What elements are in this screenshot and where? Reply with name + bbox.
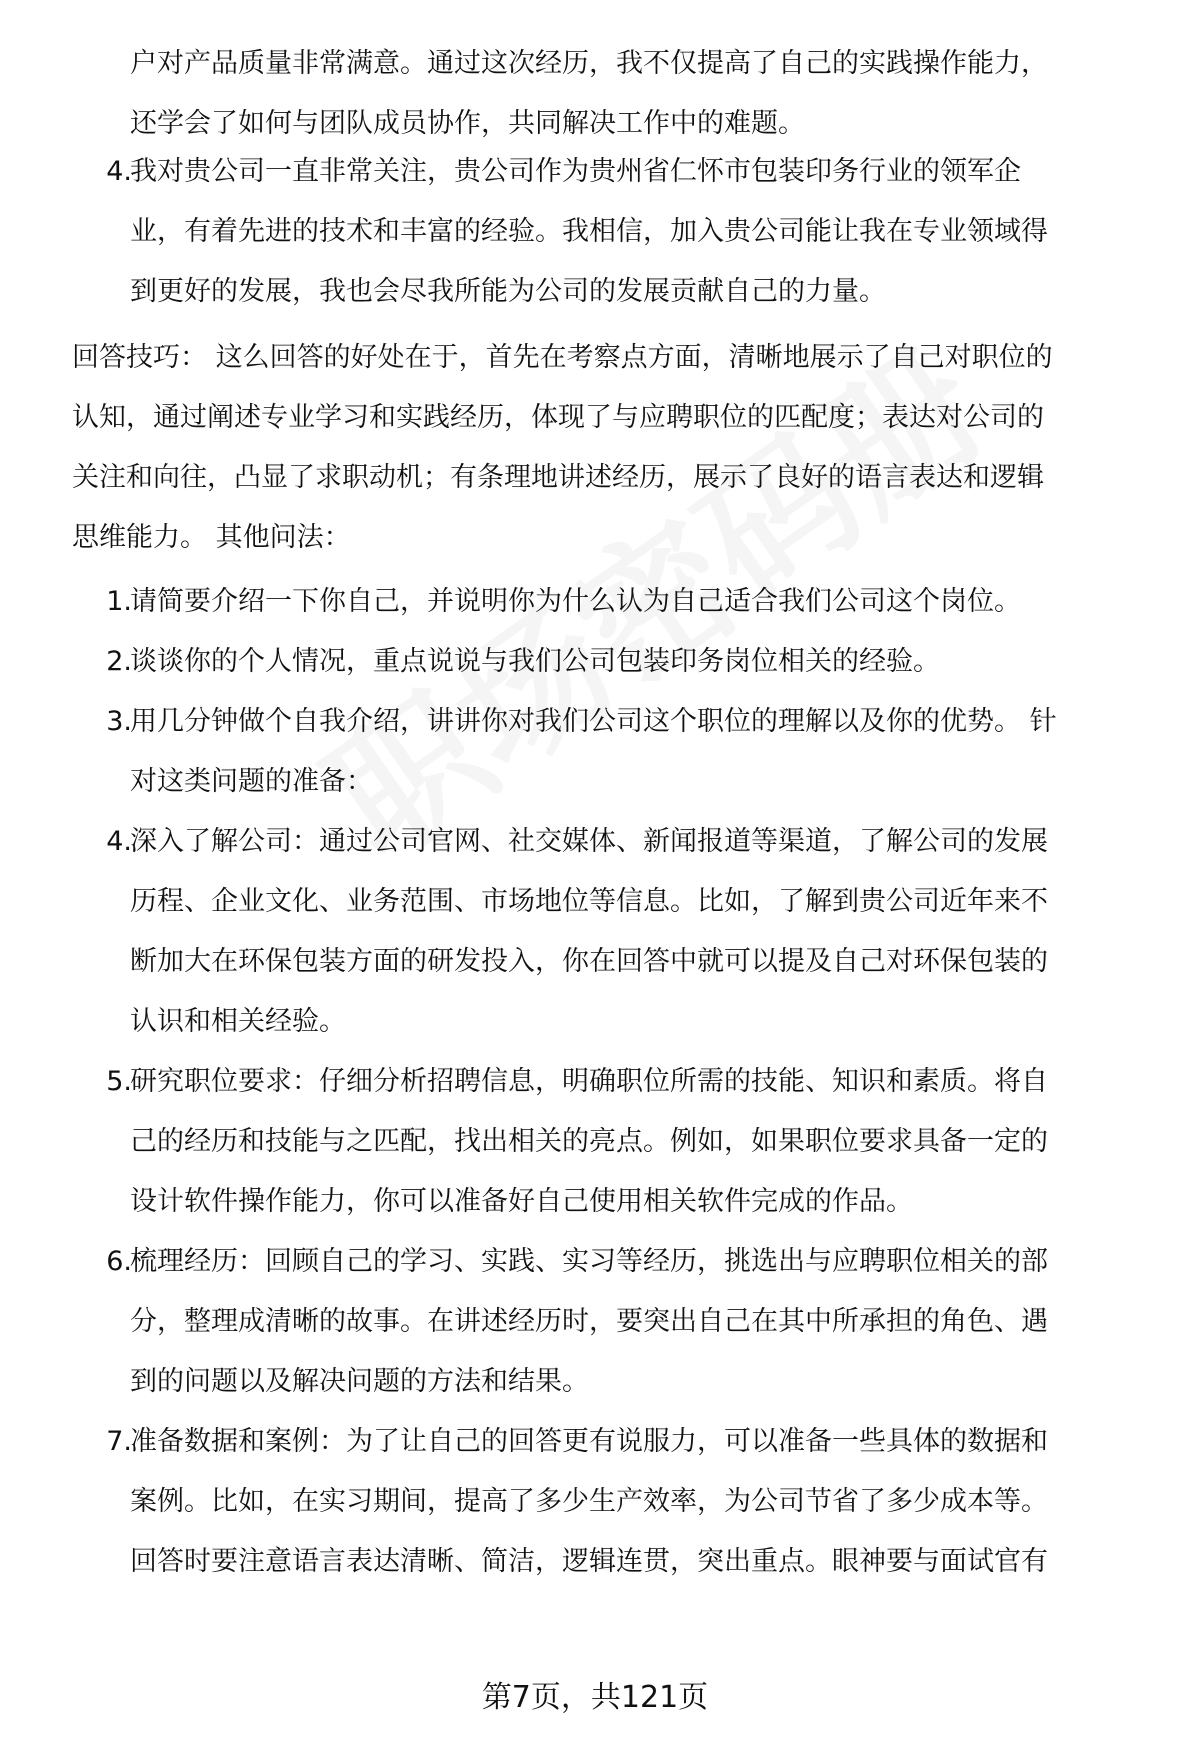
text-line: 还学会了如何与团队成员协作，共同解决工作中的难题。 [130, 108, 805, 139]
list-item-number: 4. [106, 826, 132, 857]
list-item-number: 5. [106, 1066, 132, 1097]
continuation-paragraph [130, 34, 1130, 154]
list-item [72, 692, 1162, 812]
text-line: 户对产品质量非常满意。通过这次经历，我不仅提高了自己的实践操作能力， [130, 48, 1048, 79]
list-item-number: 4. [106, 156, 132, 187]
list-item-number: 3. [106, 706, 132, 737]
text-line: 历程、企业文化、业务范围、市场地位等信息。比如，了解到贵公司近年来不 [130, 886, 1048, 917]
text-line: 己的经历和技能与之匹配，找出相关的亮点。例如，如果职位要求具备一定的 [130, 1126, 1048, 1157]
list-item [72, 1232, 1162, 1412]
text-line: 到更好的发展，我也会尽我所能为公司的发展贡献自己的力量。 [130, 276, 886, 307]
list-item-number: 1. [106, 586, 132, 617]
list-item [72, 632, 1162, 692]
text-line: 准备数据和案例：为了让自己的回答更有说服力，可以准备一些具体的数据和 [130, 1426, 1048, 1457]
text-line: 我对贵公司一直非常关注，贵公司作为贵州省仁怀市包装印务行业的领军企 [130, 156, 1021, 187]
text-line: 对这类问题的准备： [130, 766, 373, 797]
list-item [72, 1052, 1162, 1232]
text-line: 谈谈你的个人情况，重点说说与我们公司包装印务岗位相关的经验。 [130, 646, 940, 677]
list-item-number: 6. [106, 1246, 132, 1277]
text-line: 用几分钟做个自我介绍，讲讲你对我们公司这个职位的理解以及你的优势。 针 [130, 706, 1057, 737]
list-item [72, 572, 1162, 632]
page-number-footer: 第7页，共121页 [481, 1680, 709, 1715]
list-item [72, 1412, 1162, 1592]
text-line: 思维能力。 其他问法： [72, 522, 351, 553]
text-line: 关注和向往，凸显了求职动机；有条理地讲述经历，展示了良好的语言表达和逻辑 [72, 462, 1044, 493]
text-line: 案例。比如，在实习期间，提高了多少生产效率，为公司节省了多少成本等。 [130, 1486, 1048, 1517]
list-item [72, 812, 1162, 1052]
text-line: 业，有着先进的技术和丰富的经验。我相信，加入贵公司能让我在专业领域得 [130, 216, 1048, 247]
numbered-list-a [72, 142, 1162, 322]
text-line: 认识和相关经验。 [130, 1006, 346, 1037]
list-item [72, 142, 1162, 322]
text-line: 回答时要注意语言表达清晰、简洁，逻辑连贯，突出重点。眼神要与面试官有 [130, 1546, 1048, 1577]
text-line: 深入了解公司：通过公司官网、社交媒体、新闻报道等渠道，了解公司的发展 [130, 826, 1048, 857]
text-line: 梳理经历：回顾自己的学习、实践、实习等经历，挑选出与应聘职位相关的部 [130, 1246, 1048, 1277]
answer-tips-paragraph [72, 328, 1162, 568]
text-line: 到的问题以及解决问题的方法和结果。 [130, 1366, 589, 1397]
text-line: 认知，通过阐述专业学习和实践经历，体现了与应聘职位的匹配度；表达对公司的 [72, 402, 1044, 433]
text-line: 请简要介绍一下你自己，并说明你为什么认为自己适合我们公司这个岗位。 [130, 586, 1021, 617]
numbered-list-b [72, 572, 1162, 1592]
text-line: 回答技巧： 这么回答的好处在于，首先在考察点方面，清晰地展示了自己对职位的 [72, 342, 1053, 373]
text-line: 断加大在环保包装方面的研发投入，你在回答中就可以提及自己对环保包装的 [130, 946, 1048, 977]
list-item-number: 2. [106, 646, 132, 677]
text-line: 设计软件操作能力，你可以准备好自己使用相关软件完成的作品。 [130, 1186, 913, 1217]
text-line: 分，整理成清晰的故事。在讲述经历时，要突出自己在其中所承担的角色、遇 [130, 1306, 1048, 1337]
text-line: 研究职位要求：仔细分析招聘信息，明确职位所需的技能、知识和素质。将自 [130, 1066, 1048, 1097]
list-item-number: 7. [106, 1426, 132, 1457]
